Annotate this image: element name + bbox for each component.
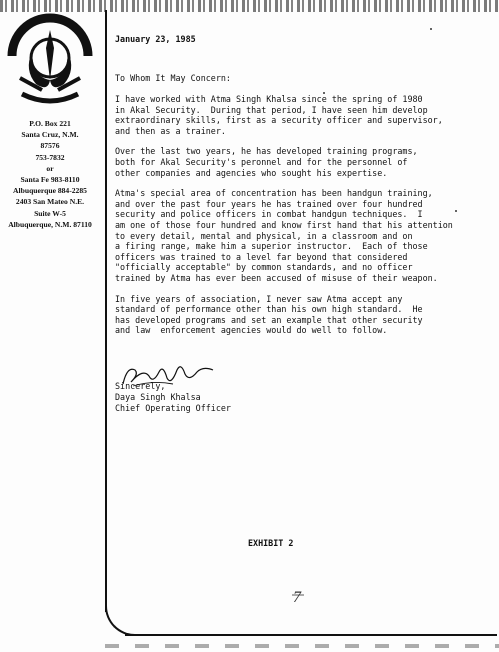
address-line: Santa Fe 983-8110 [20, 175, 80, 185]
address-line: 753-7832 [35, 152, 65, 162]
scan-noise-bottom [105, 644, 499, 648]
text-line: other companies and agencies who sought his expertise. [115, 167, 388, 178]
letter-body [115, 94, 495, 346]
text-line: security and police officers in combat handgun techniques. I [115, 209, 423, 220]
address-line: or [46, 163, 54, 173]
text-line: and law enforcement agencies would do well to follow. [115, 325, 388, 336]
text-line: In five years of association, I never saw Atma accept any [115, 293, 403, 304]
address-line: 2403 San Mateo N.E. [15, 197, 85, 207]
akal-security-logo [2, 8, 98, 116]
text-line: "officially acceptable" by common standards, and no officer [115, 262, 413, 273]
address-line: P.O. Box 221 [29, 119, 71, 128]
paragraph [115, 94, 495, 136]
text-line: both for Akal Security's peronnel and for the personnel of [115, 156, 408, 167]
text-line: standard of performance other than his own high standard. He [115, 304, 423, 315]
text-line: a firing range, make him a superior instructor. Each of those [115, 241, 428, 252]
letterhead-corner-curve [105, 600, 139, 636]
page-mark-text: 7 [293, 589, 301, 606]
text-line: officers was trained to a level far beyond that considered [115, 251, 408, 262]
letter-closing: Sincerely, [115, 381, 166, 391]
text-line: extraordinary skills, first as a security officer and supervisor, [115, 115, 443, 126]
scan-speck [323, 92, 325, 94]
signer-block [115, 392, 231, 413]
text-line: I have worked with Atma Singh Khalsa since the spring of 1980 [115, 94, 423, 104]
letter-salutation: To Whom It May Concern: [115, 73, 231, 83]
text-line: in Akal Security. During that period, I have seen him develop [115, 104, 428, 115]
letter-date: January 23, 1985 [115, 34, 196, 44]
address-line: Santa Cruz, N.M. [21, 130, 79, 140]
address-line: Albuquerque 884-2285 [13, 186, 87, 196]
scan-speck [430, 28, 432, 30]
address-line: 87576 [40, 141, 60, 151]
letterhead-address [2, 118, 98, 230]
scan-speck [455, 210, 457, 212]
text-line: trained by Atma has ever been accused of misuse of their weapon. [115, 272, 438, 283]
text-line: and then as a trainer. [115, 125, 226, 136]
address-line: Albuquerque, N.M. 87110 [8, 219, 92, 229]
address-line: Suite W-5 [34, 208, 66, 218]
letterhead-bottom-rule [125, 634, 497, 636]
paragraph [115, 188, 495, 283]
signer-name: Daya Singh Khalsa [115, 392, 201, 402]
text-line: am one of those four hundred and know first hand that his attention [115, 219, 453, 230]
handwritten-page-mark [290, 586, 308, 606]
text-line: Atma's special area of concentration has been handgun training, [115, 188, 433, 199]
letterhead-vertical-rule [105, 10, 107, 612]
signer-title: Chief Operating Officer [115, 402, 231, 413]
text-line: has developed programs and set an example that other security [115, 314, 423, 325]
paragraph [115, 146, 495, 178]
paragraph [115, 294, 495, 336]
text-line: and over the past four years he has trained over four hundred [115, 198, 423, 209]
exhibit-label: EXHIBIT 2 [248, 538, 294, 548]
text-line: Over the last two years, he has developed training programs, [115, 146, 418, 157]
text-line: to every detail, mental and physical, in a classroom and on [115, 230, 413, 241]
